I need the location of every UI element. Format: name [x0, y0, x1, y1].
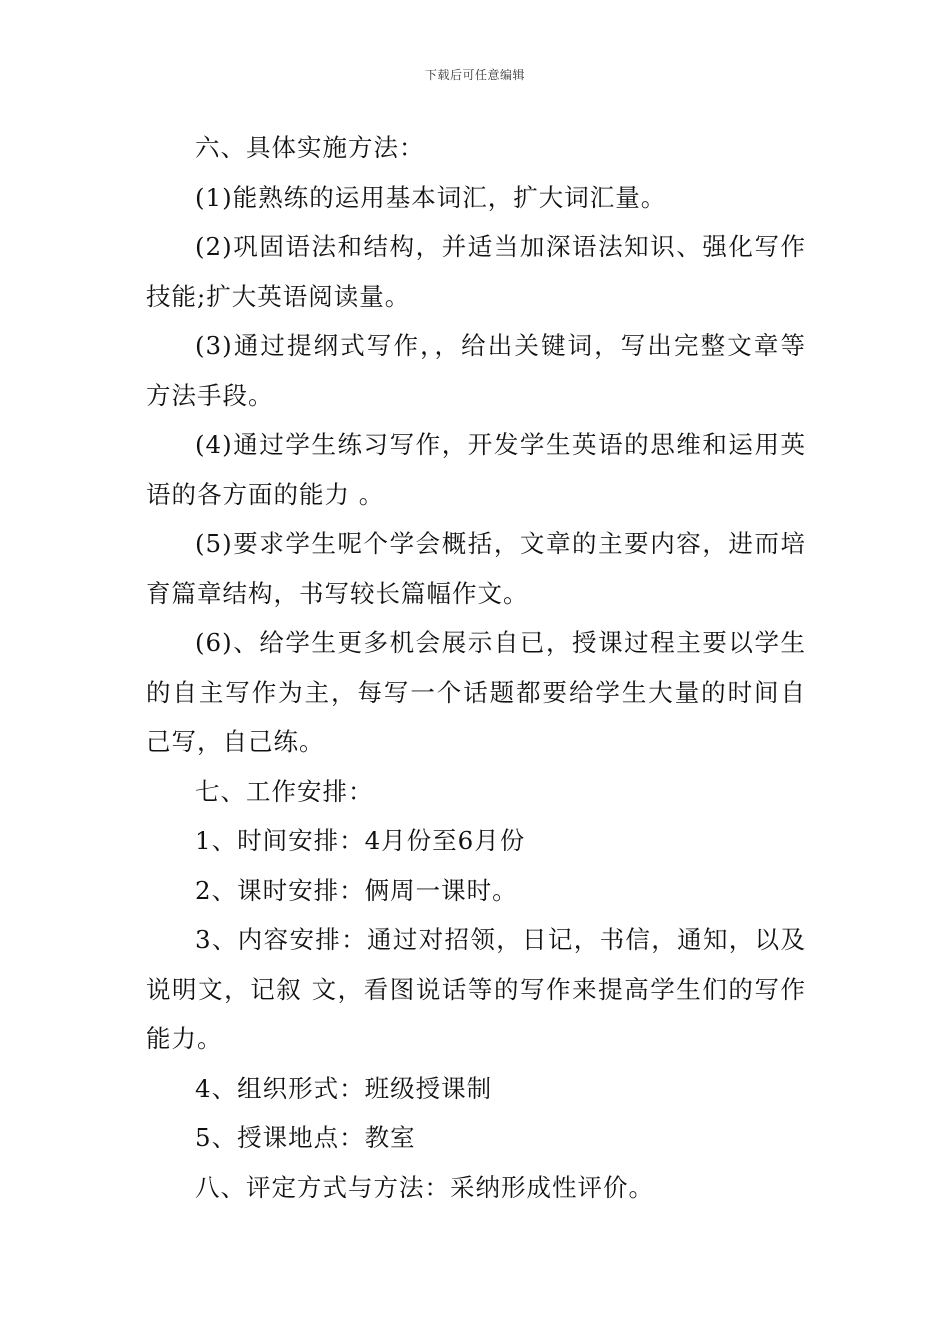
method-item-1: (1)能熟练的运用基本词汇，扩大词汇量。: [195, 182, 667, 212]
method-item-3: (3)通过提纲式写作，，给出关键词，写出完整文章等方法手段。: [146, 331, 806, 410]
arrangement-item-hours: 2、课时安排：俩周一课时。: [195, 875, 518, 905]
arrangement-item-time: 1、时间安排：4月份至6月份: [195, 826, 526, 855]
method-item-2: (2)巩固语法和结构，并适当加深语法知识、强化写作技能;扩大英语阅读量。: [146, 232, 806, 311]
document-body: [146, 123, 806, 1212]
arrangement-item-format: 4、组织形式：班级授课制: [195, 1073, 493, 1103]
page-header-note: 下载后可任意编辑: [424, 68, 525, 82]
method-item-4: (4)通过学生练习写作，开发学生英语的思维和运用英语的各方面的能力 。: [146, 430, 806, 509]
arrangement-item-location: 5、授课地点：教室: [195, 1123, 416, 1152]
method-item-6: (6)、给学生更多机会展示自已，授课过程主要以学生的自主写作为主，每写一个话题都要给学生大量的时间自己写，自己练。: [146, 628, 806, 756]
section-heading-implementation: 六、具体实施方法：: [195, 133, 425, 162]
method-item-5: (5)要求学生呢个学会概括，文章的主要内容，进而培育篇章结构，书写较长篇幅作文。: [146, 529, 806, 608]
section-heading-evaluation: 八、评定方式与方法：采纳形成性评价。: [195, 1172, 654, 1202]
section-heading-work-arrangement: 七、工作安排：: [195, 776, 374, 806]
arrangement-item-content: 3、内容安排：通过对招领，日记，书信，通知，以及说明文，记叙 文，看图说话等的写作来提高学生们的写作能力。: [146, 925, 806, 1053]
